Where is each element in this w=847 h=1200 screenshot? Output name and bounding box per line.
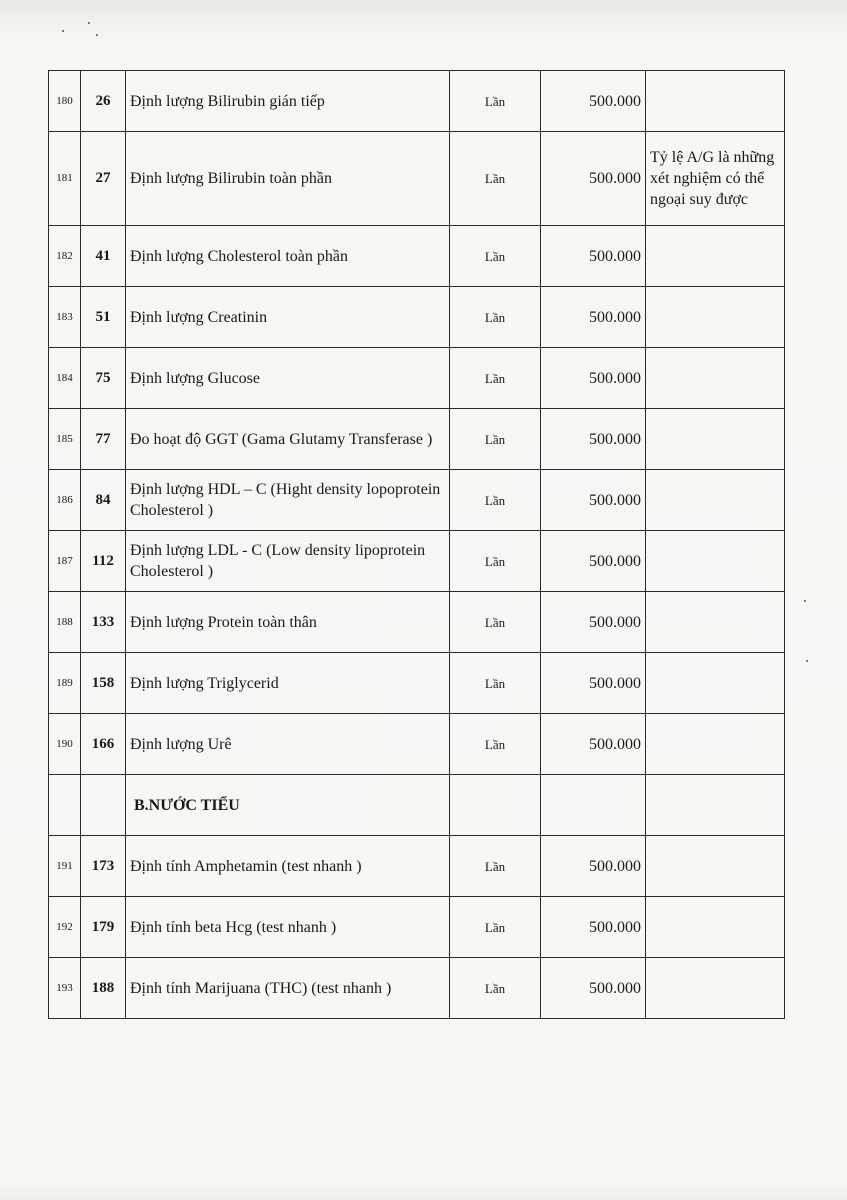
- code-cell: 27: [81, 132, 126, 226]
- note-cell: [646, 653, 785, 714]
- code-cell: 179: [81, 897, 126, 958]
- stt-cell: 192: [49, 897, 81, 958]
- scan-speck: [88, 22, 90, 24]
- table-row: [49, 132, 785, 226]
- stt-cell: 183: [49, 287, 81, 348]
- stt-cell: 187: [49, 531, 81, 592]
- name-cell: Định lượng Triglycerid: [126, 653, 450, 714]
- price-cell: 500.000: [541, 132, 646, 226]
- price-cell: 500.000: [541, 348, 646, 409]
- stt-cell: 189: [49, 653, 81, 714]
- stt-cell: 180: [49, 71, 81, 132]
- code-cell: 84: [81, 470, 126, 531]
- unit-cell: Lần: [450, 409, 541, 470]
- note-cell: Tỷ lệ A/G là những xét nghiệm có thể ngoại suy được: [646, 132, 785, 226]
- name-cell: Định lượng LDL - C (Low density lipoprotein Cholesterol ): [126, 531, 450, 592]
- note-cell: [646, 348, 785, 409]
- note-cell: [646, 226, 785, 287]
- name-cell: Định lượng Creatinin: [126, 287, 450, 348]
- name-cell: Định lượng Bilirubin gián tiếp: [126, 71, 450, 132]
- unit-cell: Lần: [450, 592, 541, 653]
- code-cell: 41: [81, 226, 126, 287]
- code-cell: 173: [81, 836, 126, 897]
- code-cell: 75: [81, 348, 126, 409]
- unit-cell: Lần: [450, 132, 541, 226]
- stt-cell: 191: [49, 836, 81, 897]
- table-row: [49, 531, 785, 592]
- table-row: [49, 714, 785, 775]
- code-cell: [81, 775, 126, 836]
- unit-cell: Lần: [450, 531, 541, 592]
- price-cell: 500.000: [541, 409, 646, 470]
- table-row: [49, 71, 785, 132]
- code-cell: 77: [81, 409, 126, 470]
- unit-cell: Lần: [450, 714, 541, 775]
- price-cell: 500.000: [541, 470, 646, 531]
- stt-cell: 190: [49, 714, 81, 775]
- price-cell: 500.000: [541, 531, 646, 592]
- table-row: [49, 348, 785, 409]
- name-cell: Định lượng Urê: [126, 714, 450, 775]
- note-cell: [646, 958, 785, 1019]
- unit-cell: Lần: [450, 470, 541, 531]
- stt-cell: [49, 775, 81, 836]
- code-cell: 166: [81, 714, 126, 775]
- name-cell: B.NƯỚC TIỂU: [126, 775, 450, 836]
- unit-cell: Lần: [450, 653, 541, 714]
- note-cell: [646, 714, 785, 775]
- table-row: [49, 836, 785, 897]
- note-cell: [646, 592, 785, 653]
- note-cell: [646, 775, 785, 836]
- note-cell: [646, 71, 785, 132]
- unit-cell: Lần: [450, 348, 541, 409]
- price-cell: 500.000: [541, 897, 646, 958]
- note-cell: [646, 409, 785, 470]
- price-cell: 500.000: [541, 226, 646, 287]
- table-row: [49, 226, 785, 287]
- code-cell: 112: [81, 531, 126, 592]
- scan-speck: [96, 34, 98, 36]
- name-cell: Đo hoạt độ GGT (Gama Glutamy Transferase ): [126, 409, 450, 470]
- price-cell: [541, 775, 646, 836]
- note-cell: [646, 897, 785, 958]
- name-cell: Định lượng Cholesterol toàn phần: [126, 226, 450, 287]
- code-cell: 26: [81, 71, 126, 132]
- unit-cell: Lần: [450, 836, 541, 897]
- code-cell: 158: [81, 653, 126, 714]
- code-cell: 188: [81, 958, 126, 1019]
- stt-cell: 186: [49, 470, 81, 531]
- name-cell: Định tính beta Hcg (test nhanh ): [126, 897, 450, 958]
- unit-cell: Lần: [450, 897, 541, 958]
- note-cell: [646, 836, 785, 897]
- name-cell: Định lượng Glucose: [126, 348, 450, 409]
- price-cell: 500.000: [541, 71, 646, 132]
- name-cell: Định lượng Bilirubin toàn phần: [126, 132, 450, 226]
- price-cell: 500.000: [541, 958, 646, 1019]
- table-row: [49, 470, 785, 531]
- unit-cell: Lần: [450, 71, 541, 132]
- scan-speck: [62, 30, 64, 32]
- unit-cell: [450, 775, 541, 836]
- table-row: [49, 592, 785, 653]
- note-cell: [646, 287, 785, 348]
- price-cell: 500.000: [541, 287, 646, 348]
- stt-cell: 185: [49, 409, 81, 470]
- stt-cell: 193: [49, 958, 81, 1019]
- unit-cell: Lần: [450, 287, 541, 348]
- table-row: [49, 958, 785, 1019]
- stt-cell: 184: [49, 348, 81, 409]
- scan-speck: [806, 660, 808, 662]
- price-table: [48, 70, 785, 1019]
- code-cell: 133: [81, 592, 126, 653]
- stt-cell: 188: [49, 592, 81, 653]
- table-row: [49, 897, 785, 958]
- price-cell: 500.000: [541, 714, 646, 775]
- name-cell: Định lượng Protein toàn thân: [126, 592, 450, 653]
- table-row: [49, 653, 785, 714]
- price-cell: 500.000: [541, 836, 646, 897]
- note-cell: [646, 531, 785, 592]
- table-row: [49, 287, 785, 348]
- section-row: [49, 775, 785, 836]
- name-cell: Định tính Marijuana (THC) (test nhanh ): [126, 958, 450, 1019]
- unit-cell: Lần: [450, 226, 541, 287]
- scan-speck: [804, 600, 806, 602]
- unit-cell: Lần: [450, 958, 541, 1019]
- name-cell: Định lượng HDL – C (Hight density lopoprotein Cholesterol ): [126, 470, 450, 531]
- name-cell: Định tính Amphetamin (test nhanh ): [126, 836, 450, 897]
- note-cell: [646, 470, 785, 531]
- stt-cell: 181: [49, 132, 81, 226]
- price-cell: 500.000: [541, 592, 646, 653]
- table-body: [49, 71, 785, 1019]
- stt-cell: 182: [49, 226, 81, 287]
- price-cell: 500.000: [541, 653, 646, 714]
- table-row: [49, 409, 785, 470]
- code-cell: 51: [81, 287, 126, 348]
